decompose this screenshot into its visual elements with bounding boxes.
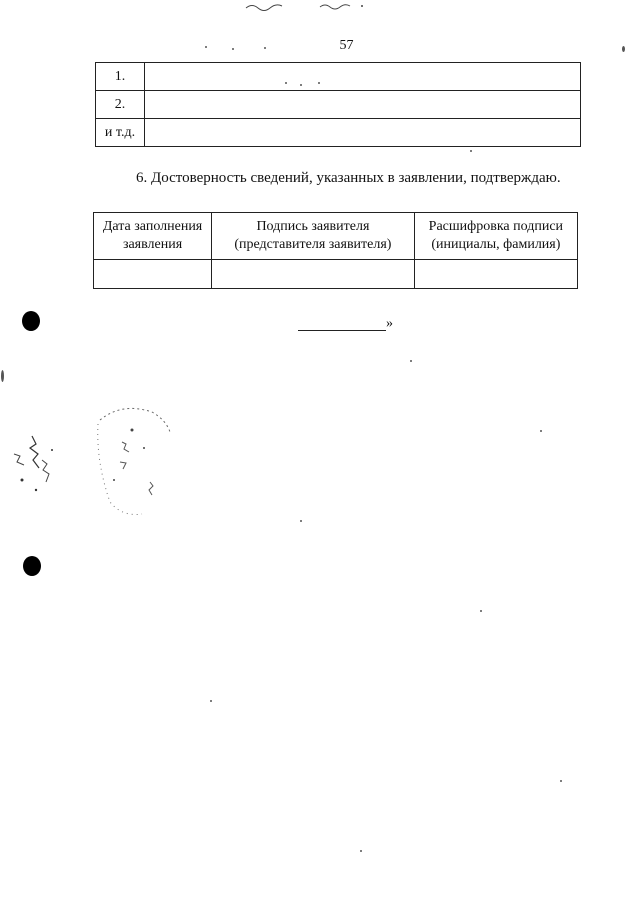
table-row: [96, 63, 581, 91]
scan-speck: [622, 46, 625, 52]
signature-decoding-cell[interactable]: [414, 260, 577, 289]
scan-speck: [360, 850, 362, 852]
scan-speck: [410, 360, 412, 362]
scan-speck: [300, 520, 302, 522]
row-content-cell: [145, 91, 581, 119]
closing-quote: »: [386, 316, 393, 331]
confirmation-statement: 6. Достоверность сведений, указанных в заявлении, подтверждаю.: [136, 170, 561, 186]
scan-scribble: [2, 430, 72, 500]
header-signature-decoding: Расшифровка подписи (инициалы, фамилия): [414, 213, 577, 260]
date-blank-line[interactable]: [298, 316, 386, 331]
date-cell[interactable]: [94, 260, 212, 289]
scan-speck: [480, 610, 482, 612]
page-number: 57: [339, 38, 354, 53]
signature-table: [93, 212, 578, 289]
header-signature: Подпись заявителя (представителя заявителя): [212, 213, 415, 260]
row-content-cell: [145, 63, 581, 91]
scan-speck: [318, 82, 320, 84]
row-content-cell: [145, 119, 581, 147]
punch-hole: [23, 556, 41, 576]
scan-speck: [232, 48, 234, 50]
table-row: [94, 260, 578, 289]
scan-speck: [470, 150, 472, 152]
table-row: [96, 91, 581, 119]
items-table: [95, 62, 581, 147]
scan-speck: [1, 370, 4, 382]
scan-speck: [205, 46, 207, 48]
table-row: [96, 119, 581, 147]
faded-stamp: [92, 402, 172, 520]
scan-speck: [560, 780, 562, 782]
row-number: и т.д.: [96, 119, 145, 147]
scan-artifact: [240, 0, 370, 14]
punch-hole: [22, 311, 40, 331]
signature-cell[interactable]: [212, 260, 415, 289]
scan-speck: [540, 430, 542, 432]
scan-speck: [300, 84, 302, 86]
scan-speck: [264, 47, 266, 49]
scan-speck: [285, 82, 287, 84]
row-number: 1.: [96, 63, 145, 91]
header-date: Дата заполнения заявления: [94, 213, 212, 260]
table-header-row: [94, 213, 578, 260]
scan-speck: [210, 700, 212, 702]
row-number: 2.: [96, 91, 145, 119]
